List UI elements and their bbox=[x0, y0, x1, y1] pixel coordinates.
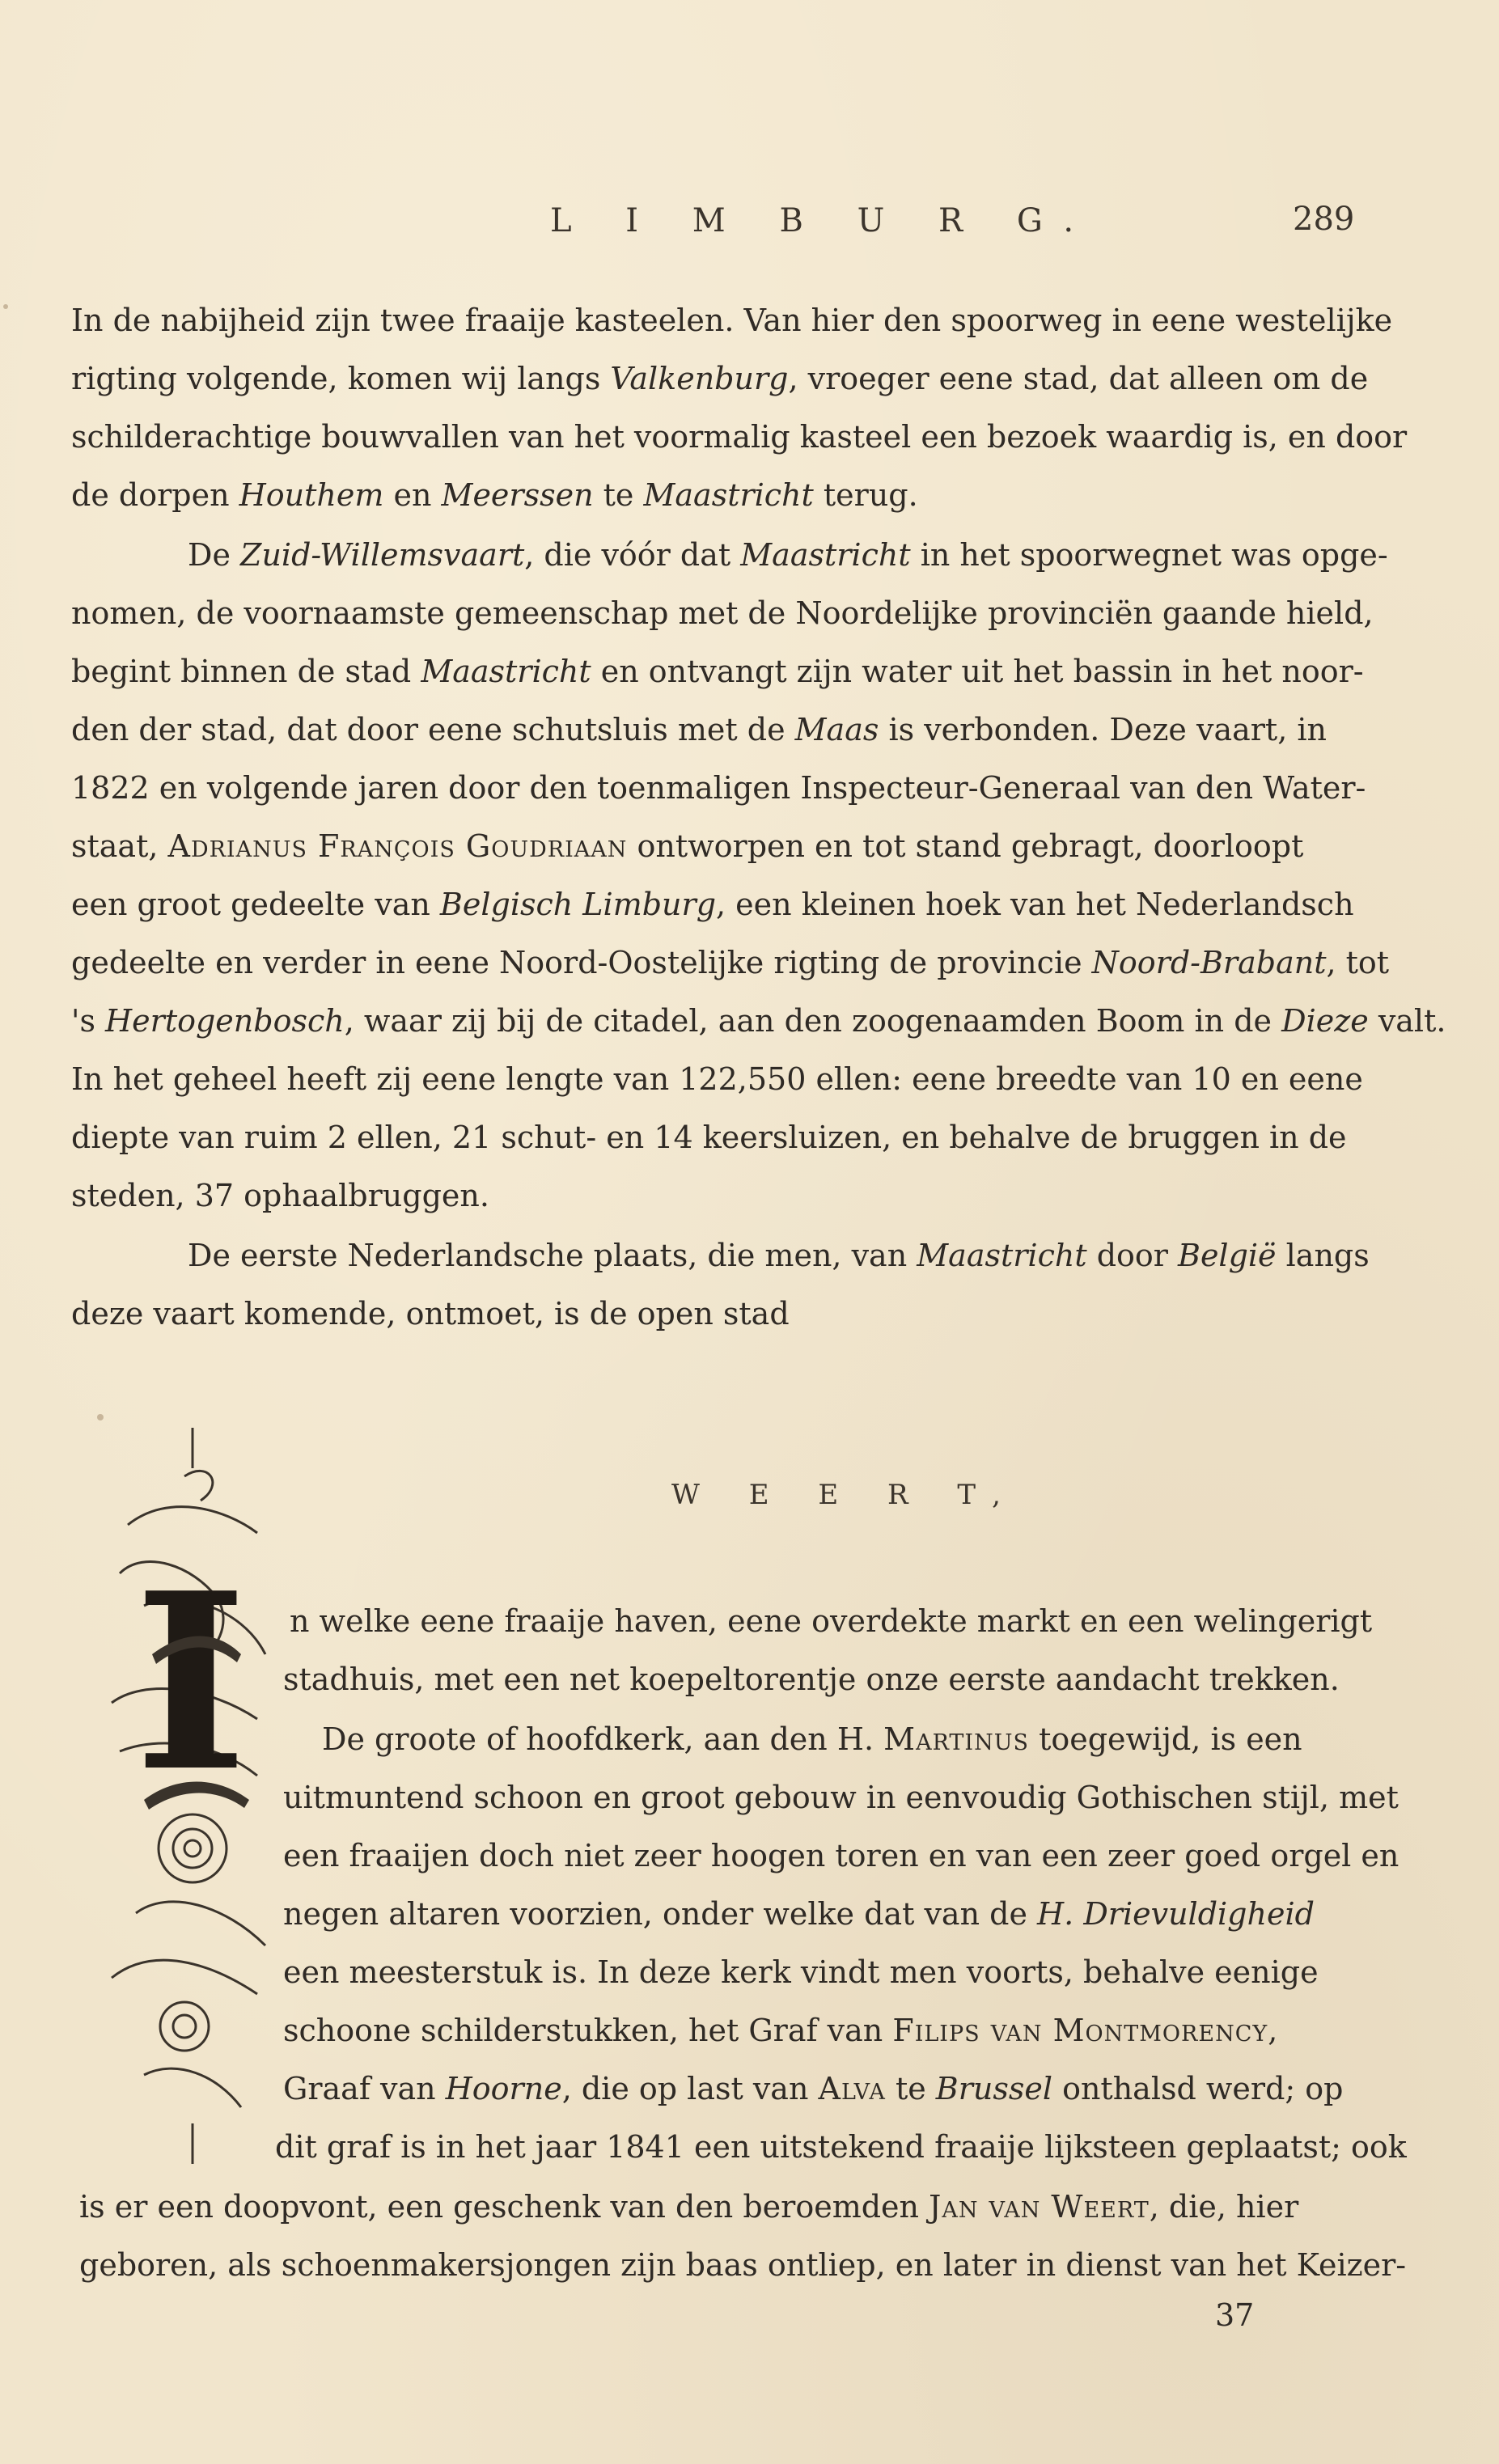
text-line: gedeelte en verder in eene Noord-Oostelijke rigting de provincie Noord-Brabant, tot bbox=[71, 945, 1390, 980]
decorated-initial bbox=[95, 1412, 286, 2172]
text-line: uitmuntend schoon en groot gebouw in eenvoudig Gothischen stijl, met bbox=[283, 1780, 1399, 1815]
text-line: 1822 en volgende jaren door den toenmaligen Inspecteur-Generaal van den Water- bbox=[71, 770, 1366, 806]
page-number: 289 bbox=[1293, 201, 1355, 238]
text-line: stadhuis, met een net koepeltorentje onze eerste aandacht trekken. bbox=[283, 1662, 1340, 1697]
initial-letter: I bbox=[133, 1539, 248, 1825]
text-line: een groot gedeelte van Belgisch Limburg, een kleinen hoek van het Nederlandsch bbox=[71, 887, 1354, 922]
ink-stain bbox=[3, 304, 8, 309]
running-title: L I M B U R G. bbox=[550, 202, 1096, 239]
text-line: De groote of hoofdkerk, aan den H. Martinus toegewijd, is een bbox=[322, 1721, 1302, 1757]
text-line: een meesterstuk is. In deze kerk vindt men voorts, behalve eenige bbox=[283, 1954, 1319, 1990]
text-line: steden, 37 ophaalbruggen. bbox=[71, 1178, 489, 1213]
text-line: diepte van ruim 2 ellen, 21 schut- en 14 keersluizen, en behalve de bruggen in de bbox=[71, 1120, 1347, 1155]
text-line: staat, Adrianus François Goudriaan ontworpen en tot stand gebragt, doorloopt bbox=[71, 828, 1304, 864]
text-line: schoone schilderstukken, het Graf van Filips van Montmorency, bbox=[283, 2013, 1278, 2048]
text-line: 's Hertogenbosch, waar zij bij de citadel, aan den zoogenaamden Boom in de Dieze valt. bbox=[71, 1003, 1446, 1039]
text-line: is er een doopvont, een geschenk van den beroemden Jan van Weert, die, hier bbox=[79, 2189, 1299, 2225]
text-line: dit graf is in het jaar 1841 een uitstekend fraaije lijksteen geplaatst; ook bbox=[275, 2129, 1407, 2165]
text-line: In de nabijheid zijn twee fraaije kasteelen. Van hier den spoorweg in eene westelijke bbox=[71, 303, 1393, 338]
text-line: den der stad, dat door eene schutsluis met de Maas is verbonden. Deze vaart, in bbox=[71, 712, 1327, 747]
text-line: begint binnen de stad Maastricht en ontvangt zijn water uit het bassin in het noor- bbox=[71, 654, 1364, 689]
ornamental-initial-icon bbox=[95, 1412, 286, 2172]
text-line: geboren, als schoenmakersjongen zijn baas ontliep, en later in dienst van het Keizer- bbox=[79, 2247, 1407, 2283]
section-title: W E E R T, bbox=[671, 1479, 1021, 1511]
text-line: nomen, de voornaamste gemeenschap met de Noordelijke provinciën gaande hield, bbox=[71, 595, 1374, 631]
text-line: deze vaart komende, ontmoet, is de open stad bbox=[71, 1296, 790, 1331]
text-line: negen altaren voorzien, onder welke dat van de H. Drievuldigheid bbox=[283, 1896, 1315, 1932]
text-line: een fraaijen doch niet zeer hoogen toren en van een zeer goed orgel en bbox=[283, 1838, 1399, 1873]
text-line: De eerste Nederlandsche plaats, die men, van Maastricht door België langs bbox=[188, 1238, 1370, 1273]
text-line: de dorpen Houthem en Meerssen te Maastricht terug. bbox=[71, 477, 918, 513]
text-line: schilderachtige bouwvallen van het voormalig kasteel een bezoek waardig is, en door bbox=[71, 419, 1408, 455]
text-line: In het geheel heeft zij eene lengte van 122,550 ellen: eene breedte van 10 en eene bbox=[71, 1061, 1363, 1097]
text-line: rigting volgende, komen wij langs Valkenburg, vroeger eene stad, dat alleen om de bbox=[71, 361, 1369, 396]
text-line: De Zuid-Willemsvaart, die vóór dat Maastricht in het spoorwegnet was opge- bbox=[188, 537, 1388, 573]
ink-stain bbox=[97, 1414, 104, 1420]
text-line: n welke eene fraaije haven, eene overdekte markt en een welingerigt bbox=[290, 1603, 1373, 1639]
text-line: Graaf van Hoorne, die op last van Alva te Brussel onthalsd werd; op bbox=[283, 2071, 1344, 2106]
signature-mark: 37 bbox=[1215, 2297, 1255, 2333]
